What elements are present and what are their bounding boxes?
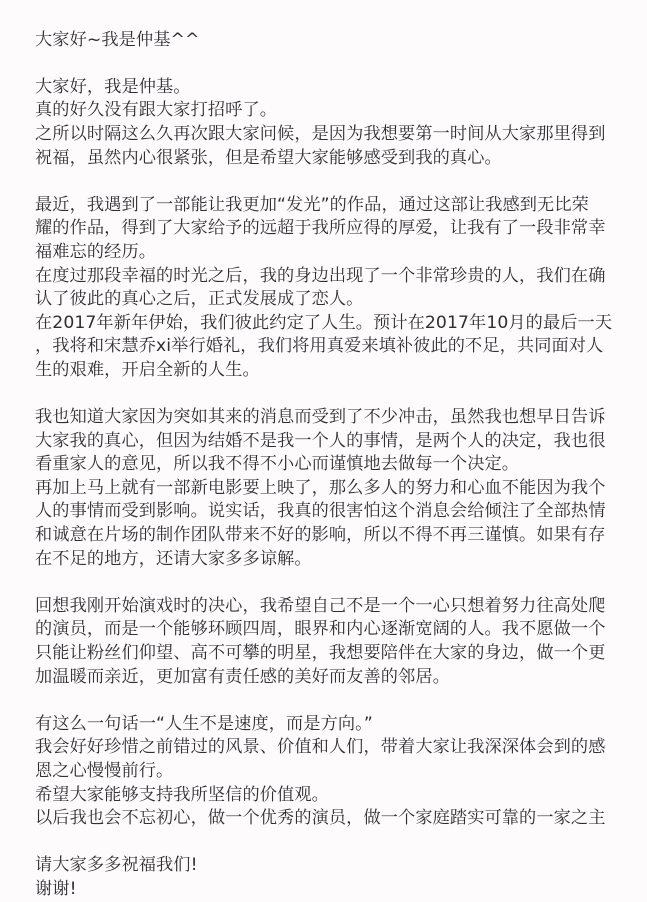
text-line: 我会好好珍惜之前错过的风景、价值和人们，带着大家让我深深体会到的感 [35, 737, 606, 758]
text-line: 再加上马上就有一部新电影要上映了，那么多人的努力和心血不能因为我个 [35, 477, 606, 498]
text-line: 希望大家能够支持我所坚信的价值观。 [35, 784, 329, 805]
paragraph-resolve [35, 595, 615, 689]
text-line: 人的事情而受到影响。说实话，我真的很害怕这个消息会给倾注了全部热情 [35, 501, 606, 522]
spacer [35, 170, 615, 194]
text-line: 我也知道大家因为突如其来的消息而受到了不少冲击，虽然我也想早日告诉 [35, 407, 606, 428]
text-line: 大家好，我是仲基。 [35, 76, 191, 97]
text-line: 在不足的地方，还请大家多多谅解。 [35, 548, 312, 569]
text-line: 祝福，虽然内心很紧张，但是希望大家能够感受到我的真心。 [35, 147, 502, 168]
text-line: 有这么一句话一“人生不是速度，而是方向。” [35, 713, 373, 734]
paragraph-greeting [35, 76, 615, 170]
text-line: 只能让粉丝们仰望、高不可攀的明星，我想要陪伴在大家的身边，做一个更 [35, 643, 606, 664]
paragraph-closing [35, 854, 615, 901]
paragraph-apology [35, 406, 615, 571]
paragraph-announcement [35, 194, 615, 383]
text-line: 最近，我遇到了一部能让我更加“发光”的作品，通过这部让我感到无比荣 [35, 194, 589, 215]
text-line: 在度过那段幸福的时光之后，我的身边出现了一个非常珍贵的人，我们在确 [35, 265, 606, 286]
paragraph-values [35, 713, 615, 831]
spacer [35, 831, 615, 855]
text-line: 谢谢! [35, 878, 77, 899]
spacer [35, 5, 615, 29]
text-line: 和诚意在片场的制作团队带来不好的影响，所以不得不再三谨慎。如果有存 [35, 525, 606, 546]
spacer [35, 571, 615, 595]
text-line: 耀的作品，得到了大家给予的远超于我所应得的厚爱，让我有了一段非常幸 [35, 218, 606, 239]
text-line: 看重家人的意见，所以我不得不小心而谨慎地去做每一个决定。 [35, 454, 520, 475]
spacer [35, 52, 615, 76]
text-line: 加温暖而亲近，更加富有责任感的美好而友善的邻居。 [35, 666, 450, 687]
letter-document [35, 5, 615, 902]
text-line: 真的好久没有跟大家打招呼了。 [35, 100, 278, 121]
text-line: 的演员，而是一个能够环顾四周，眼界和内心逐渐宽阔的人。我不愿做一个 [35, 619, 606, 640]
spacer [35, 689, 615, 713]
text-line: 大家我的真心，但因为结婚不是我一个人的事情，是两个人的决定，我也很 [35, 430, 606, 451]
text-line: 回想我刚开始演戏时的决心，我希望自己不是一个一心只想着努力往高处爬 [35, 595, 606, 616]
text-line: 以后我也会不忘初心，做一个优秀的演员，做一个家庭踏实可靠的一家之主 [35, 808, 606, 829]
text-line: 在2017年新年伊始，我们彼此约定了人生。预计在2017年10月的最后一天 [35, 312, 613, 333]
text-line: 生的艰难，开启全新的人生。 [35, 359, 260, 380]
spacer [35, 383, 615, 407]
text-line: 之所以时隔这么久再次跟大家问候，是因为我想要第一时间从大家那里得到 [35, 123, 606, 144]
text-line: 福难忘的经历。 [35, 241, 157, 262]
text-line: 认了彼此的真心之后，正式发展成了恋人。 [35, 289, 364, 310]
text-line: ，我将和宋慧乔xi举行婚礼，我们将用真爱来填补彼此的不足，共同面对人 [35, 336, 604, 357]
text-line: 请大家多多祝福我们! [35, 855, 198, 876]
text-line: 恩之心慢慢前行。 [35, 761, 174, 781]
letter-title: 大家好~我是仲基^^ [35, 29, 200, 50]
